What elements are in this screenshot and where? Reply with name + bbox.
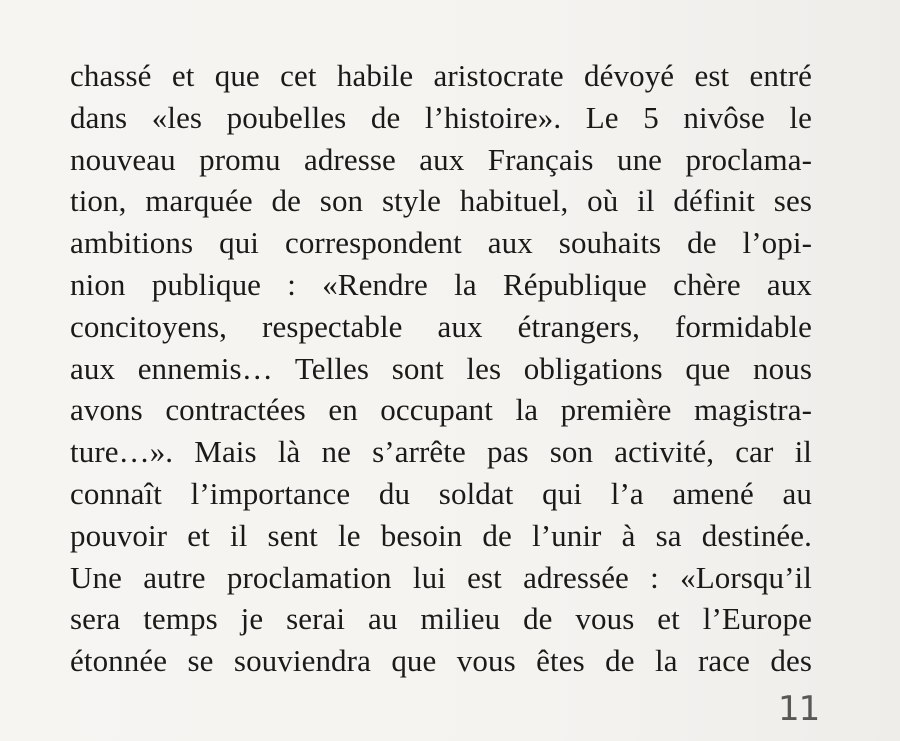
text-line: avons contractées en occupant la première magistra- — [70, 392, 812, 428]
text-line: pouvoir et il sent le besoin de l’unir à sa destinée. — [70, 517, 812, 553]
text-line: Une autre proclamation lui est adressée : «Lorsqu’il — [70, 559, 812, 595]
text-line: sera temps je serai au milieu de vous et l’Europe — [70, 601, 812, 637]
text-line: nion publique : «Rendre la République chère aux — [70, 266, 812, 302]
text-line: chassé et que cet habile aristocrate dévoyé est entré — [70, 58, 812, 93]
text-line: étonnée se souviendra que vous êtes de la race des — [70, 643, 812, 679]
text-line: dans «les poubelles de l’histoire». Le 5 nivôse le — [70, 99, 812, 135]
text-line: aux ennemis… Telles sont les obligations que nous — [70, 350, 812, 386]
text-line: nouveau promu adresse aux Français une proclama- — [70, 141, 812, 177]
text-line: connaît l’importance du soldat qui l’a amené au — [70, 475, 812, 511]
text-line: tion, marquée de son style habituel, où il définit ses — [70, 183, 812, 219]
text-line: ambitions qui correspondent aux souhaits de l’opi- — [70, 225, 812, 261]
text-line: ture…». Mais là ne s’arrête pas son activité, car il — [70, 434, 812, 470]
text-line: concitoyens, respectable aux étrangers, formidable — [70, 308, 812, 344]
page-number: 11 — [778, 689, 820, 729]
body-text — [70, 55, 812, 682]
